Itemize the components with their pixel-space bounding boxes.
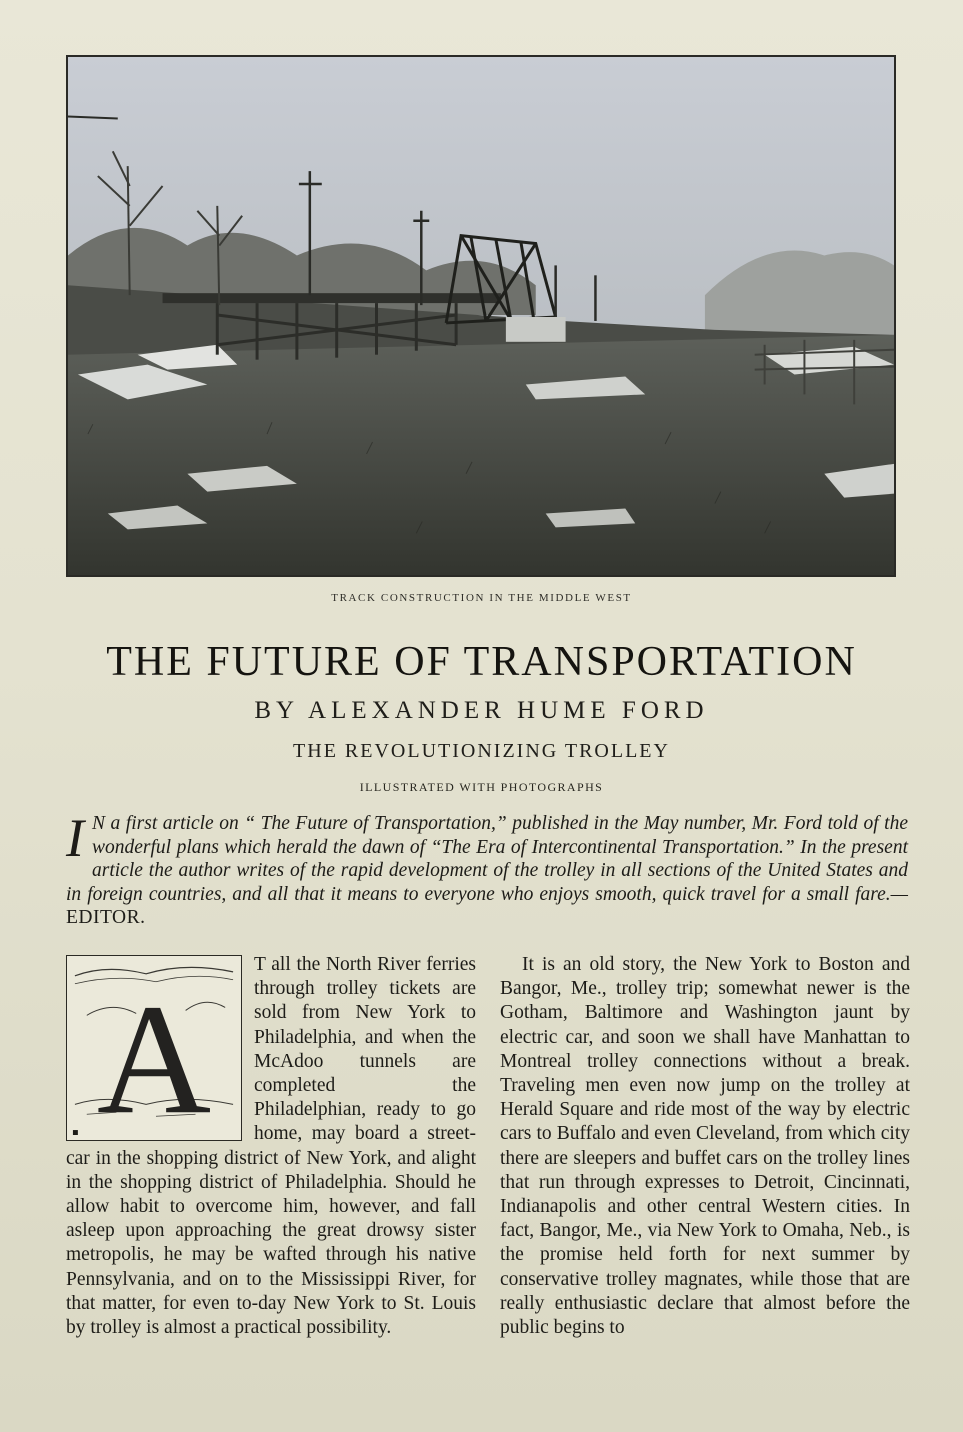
drop-cap-letter: A xyxy=(96,972,212,1140)
intro-initial: I xyxy=(66,808,84,868)
intro-text: N a first article on “ The Future of Transportation,” published in the May number, Mr. Ford told of the wonderful plans which herald the dawn of “The Era of Intercontinental Transportation.” In the present article the author writes of the rapid development of the trolley in all sections of the United States and in foreign countries, and all that it means to everyone who enjoys smooth, quick travel for a small fare.— xyxy=(66,813,908,905)
photo-illustration xyxy=(68,57,894,575)
article-subtitle: THE REVOLUTIONIZING TROLLEY xyxy=(293,740,670,762)
article-title: THE FUTURE OF TRANSPORTATION xyxy=(106,639,857,685)
drop-cap-illustration xyxy=(67,956,241,1140)
left-column-text: T all the North River ferries through trolley tickets are sold from New York to Philadelphia, and when the McAdoo tunnels are completed the Philadelphian, ready to go home, may board a street-car in the shopping district of New York, and alight in the shopping district of Philadelphia. Should he allow habit to overcome him, however, and fall asleep upon approaching the great drowsy sister metropolis, he may be wafted through his native Pennsylvania, and on to the Mississippi River, for that matter, for even to-day New York to St. Louis by trolley is almost a practical possibility. xyxy=(66,954,476,1339)
column-left xyxy=(66,953,476,1340)
drop-cap-ornament xyxy=(66,955,242,1141)
editor-intro xyxy=(66,808,908,930)
right-column-text: It is an old story, the New York to Boston and Bangor, Me., trolley trip; somewhat newer is the Gotham, Baltimore and Washington jaunt by electric car, and soon we shall have Manhattan to Montreal trolley connections without a break. Traveling men even now jump on the trolley at Herald Square and ride most of the way by electric cars to Buffalo and even Cleveland, from which city there are sleepers and buffet cars on the trolley lines that run through expresses to Detroit, Cincinnati, Indianapolis and other central Western cities. In fact, Bangor, Me., via New York to Omaha, Neb., is the promise held forth for next summer by conservative trolley magnates, while those that are really enthusiastic declare that almost before the public begins to xyxy=(500,954,910,1339)
article-byline: BY ALEXANDER HUME FORD xyxy=(254,697,709,724)
intro-signature: EDITOR. xyxy=(66,907,146,928)
photo-caption: TRACK CONSTRUCTION IN THE MIDDLE WEST xyxy=(331,592,632,604)
illustration-note: ILLUSTRATED WITH PHOTOGRAPHS xyxy=(359,780,604,794)
column-right xyxy=(500,953,910,1340)
track-construction-photo xyxy=(66,55,896,577)
